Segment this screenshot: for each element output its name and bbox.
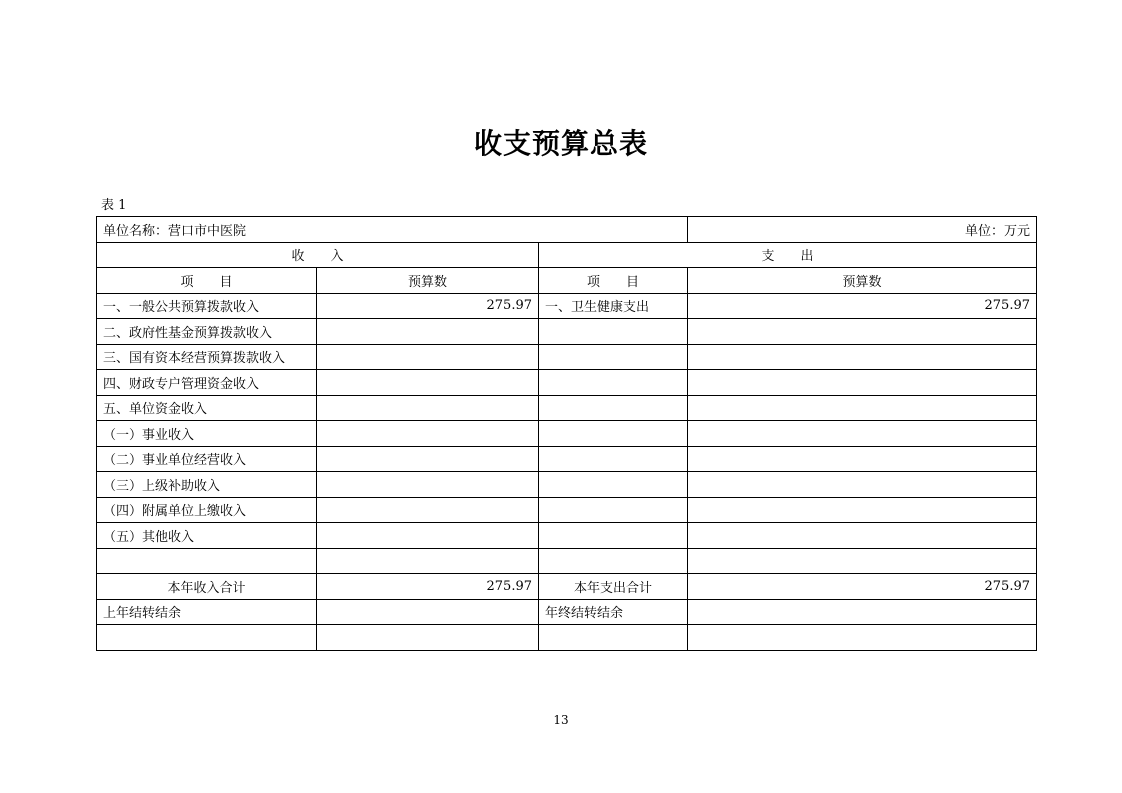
expense-item: [539, 319, 688, 345]
income-item: 四、财政专户管理资金收入: [97, 370, 317, 396]
income-item: 三、国有资本经营预算拨款收入: [97, 344, 317, 370]
table-row: [97, 370, 1037, 396]
income-total-amount: 275.97: [317, 574, 539, 600]
expense-amount: [688, 548, 1037, 574]
expense-amount: [688, 523, 1037, 549]
table-row: [97, 625, 1037, 651]
unit-row: [97, 217, 1037, 243]
expense-amount: [688, 421, 1037, 447]
income-amount: [317, 497, 539, 523]
expense-item: [539, 395, 688, 421]
expense-item: [539, 370, 688, 396]
expense-item: [539, 344, 688, 370]
table-row: [97, 446, 1037, 472]
totals-row: [97, 574, 1037, 600]
income-item: （四）附属单位上缴收入: [97, 497, 317, 523]
expense-amount: [688, 319, 1037, 345]
budget-summary-table: [96, 216, 1037, 651]
empty-cell: [688, 625, 1037, 651]
page-number: 13: [553, 713, 569, 727]
income-amount: [317, 523, 539, 549]
empty-cell: [317, 625, 539, 651]
table-row: [97, 523, 1037, 549]
income-item-header: 项 目: [97, 268, 317, 294]
table-row: [97, 497, 1037, 523]
income-item: （一）事业收入: [97, 421, 317, 447]
income-amount: [317, 446, 539, 472]
expense-amount: [688, 497, 1037, 523]
income-item: [97, 548, 317, 574]
expense-item: [539, 421, 688, 447]
income-amount: [317, 395, 539, 421]
expense-item: [539, 523, 688, 549]
income-header: 收 入: [97, 242, 539, 268]
table-row: [97, 421, 1037, 447]
empty-cell: [97, 625, 317, 651]
year-end-carryover-amount: [688, 599, 1037, 625]
income-amount: [317, 472, 539, 498]
expense-item: [539, 446, 688, 472]
income-budget-header: 预算数: [317, 268, 539, 294]
table-row: [97, 293, 1037, 319]
unit-label: 单位：万元: [688, 217, 1037, 243]
table-row: [97, 395, 1037, 421]
income-amount: [317, 421, 539, 447]
prior-year-carryover-amount: [317, 599, 539, 625]
table-row: [97, 344, 1037, 370]
income-item: （二）事业单位经营收入: [97, 446, 317, 472]
expense-amount: 275.97: [688, 293, 1037, 319]
table-row: [97, 548, 1037, 574]
expense-header: 支 出: [539, 242, 1037, 268]
expense-total-label: 本年支出合计: [539, 574, 688, 600]
unit-name: 单位名称：营口市中医院: [97, 217, 688, 243]
income-item: 二、政府性基金预算拨款收入: [97, 319, 317, 345]
expense-amount: [688, 344, 1037, 370]
expense-item: [539, 548, 688, 574]
expense-total-amount: 275.97: [688, 574, 1037, 600]
expense-item-header: 项 目: [539, 268, 688, 294]
income-item: （三）上级补助收入: [97, 472, 317, 498]
income-amount: 275.97: [317, 293, 539, 319]
table-row: [97, 319, 1037, 345]
expense-budget-header: 预算数: [688, 268, 1037, 294]
income-item: （五）其他收入: [97, 523, 317, 549]
income-total-label: 本年收入合计: [97, 574, 317, 600]
table-row: [97, 472, 1037, 498]
section-header-row: [97, 242, 1037, 268]
expense-amount: [688, 370, 1037, 396]
expense-item: 一、卫生健康支出: [539, 293, 688, 319]
year-end-carryover-label: 年终结转结余: [539, 599, 688, 625]
income-amount: [317, 370, 539, 396]
income-item: 五、单位资金收入: [97, 395, 317, 421]
expense-item: [539, 472, 688, 498]
page-title: 收支预算总表: [473, 127, 648, 160]
expense-amount: [688, 472, 1037, 498]
expense-amount: [688, 395, 1037, 421]
income-amount: [317, 548, 539, 574]
prior-year-carryover-label: 上年结转结余: [97, 599, 317, 625]
column-header-row: [97, 268, 1037, 294]
empty-cell: [539, 625, 688, 651]
expense-item: [539, 497, 688, 523]
income-amount: [317, 319, 539, 345]
expense-amount: [688, 446, 1037, 472]
income-item: 一、一般公共预算拨款收入: [97, 293, 317, 319]
income-amount: [317, 344, 539, 370]
table-number: 表 1: [101, 198, 127, 213]
carry-over-row: [97, 599, 1037, 625]
